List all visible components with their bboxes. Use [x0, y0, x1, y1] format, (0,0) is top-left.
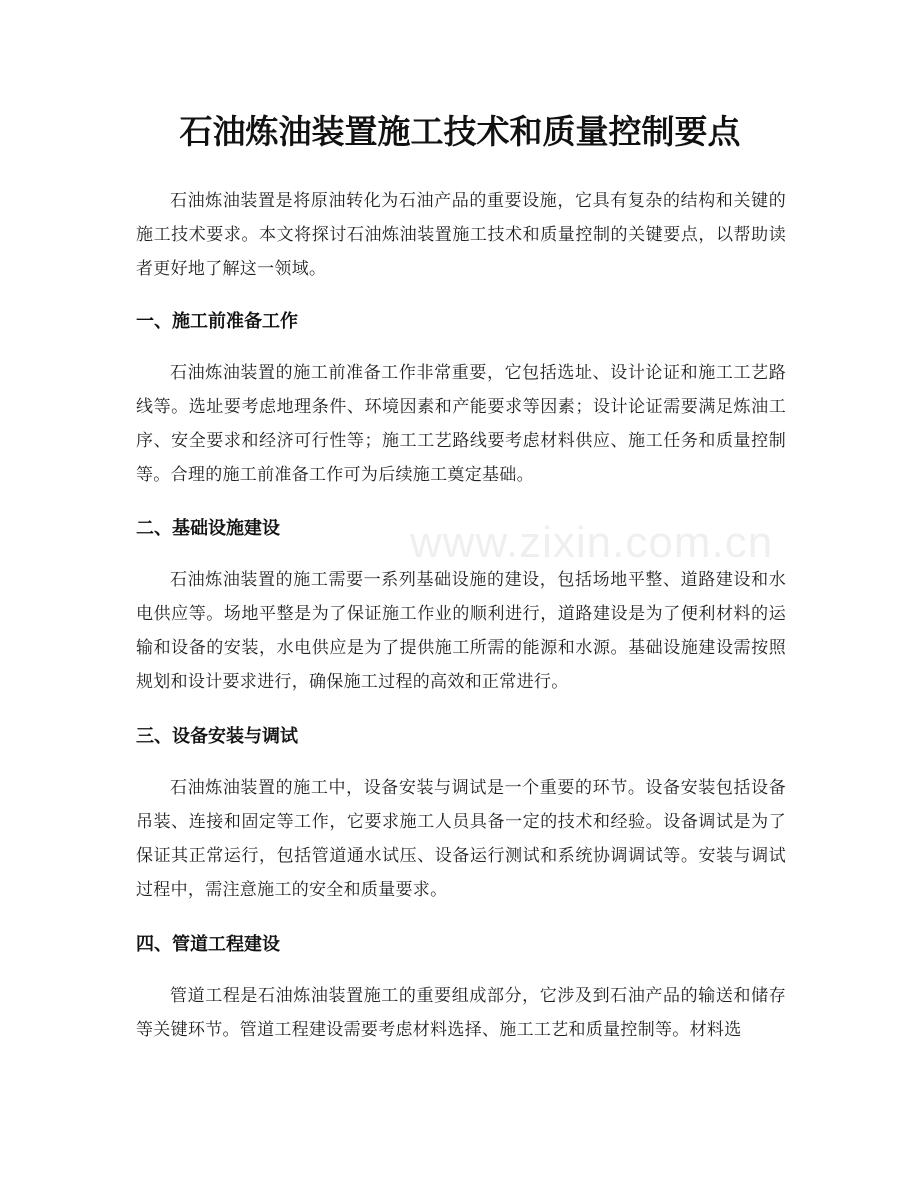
- section-body-4: 管道工程是石油炼油装置施工的重要组成部分，它涉及到石油产品的输送和储存等关键环节。管道工程建设需要考虑材料选择、施工工艺和质量控制等。材料选: [136, 986, 786, 1040]
- section-body-3: 石油炼油装置的施工中，设备安装与调试是一个重要的环节。设备安装包括设备吊装、连接和固定等工作，它要求施工人员具备一定的技术和经验。设备调试是为了保证其正常运行，包括管道通水试压、设备运行测试和系统协调调试等。安装与调试过程中，需注意施工的安全和质量要求。: [136, 778, 786, 900]
- section-heading-1: 一、施工前准备工作: [136, 311, 298, 332]
- section-body-2: 石油炼油装置的施工需要一系列基础设施的建设，包括场地平整、道路建设和水电供应等。场地平整是为了保证施工作业的顺利进行，道路建设是为了便利材料的运输和设备的安装，水电供应是为了提供施工所需的能源和水源。基础设施建设需按照规划和设计要求进行，确保施工过程的高效和正常进行。: [136, 570, 786, 692]
- watermark: www.zixin.com.cn: [410, 518, 774, 567]
- section-heading-2: 二、基础设施建设: [136, 518, 280, 539]
- section-heading-4: 四、管道工程建设: [136, 934, 280, 955]
- section-heading-3: 三、设备安装与调试: [136, 726, 298, 747]
- section-body-1: 石油炼油装置的施工前准备工作非常重要，它包括选址、设计论证和施工工艺路线等。选址要考虑地理条件、环境因素和产能要求等因素；设计论证需要满足炼油工序、安全要求和经济可行性等；施工工艺路线要考虑材料供应、施工任务和质量控制等。合理的施工前准备工作可为后续施工奠定基础。: [136, 363, 786, 485]
- document-title: 石油炼油装置施工技术和质量控制要点: [179, 112, 741, 151]
- intro-paragraph: 石油炼油装置是将原油转化为石油产品的重要设施，它具有复杂的结构和关键的施工技术要求。本文将探讨石油炼油装置施工技术和质量控制的关键要点，以帮助读者更好地了解这一领域。: [136, 191, 786, 279]
